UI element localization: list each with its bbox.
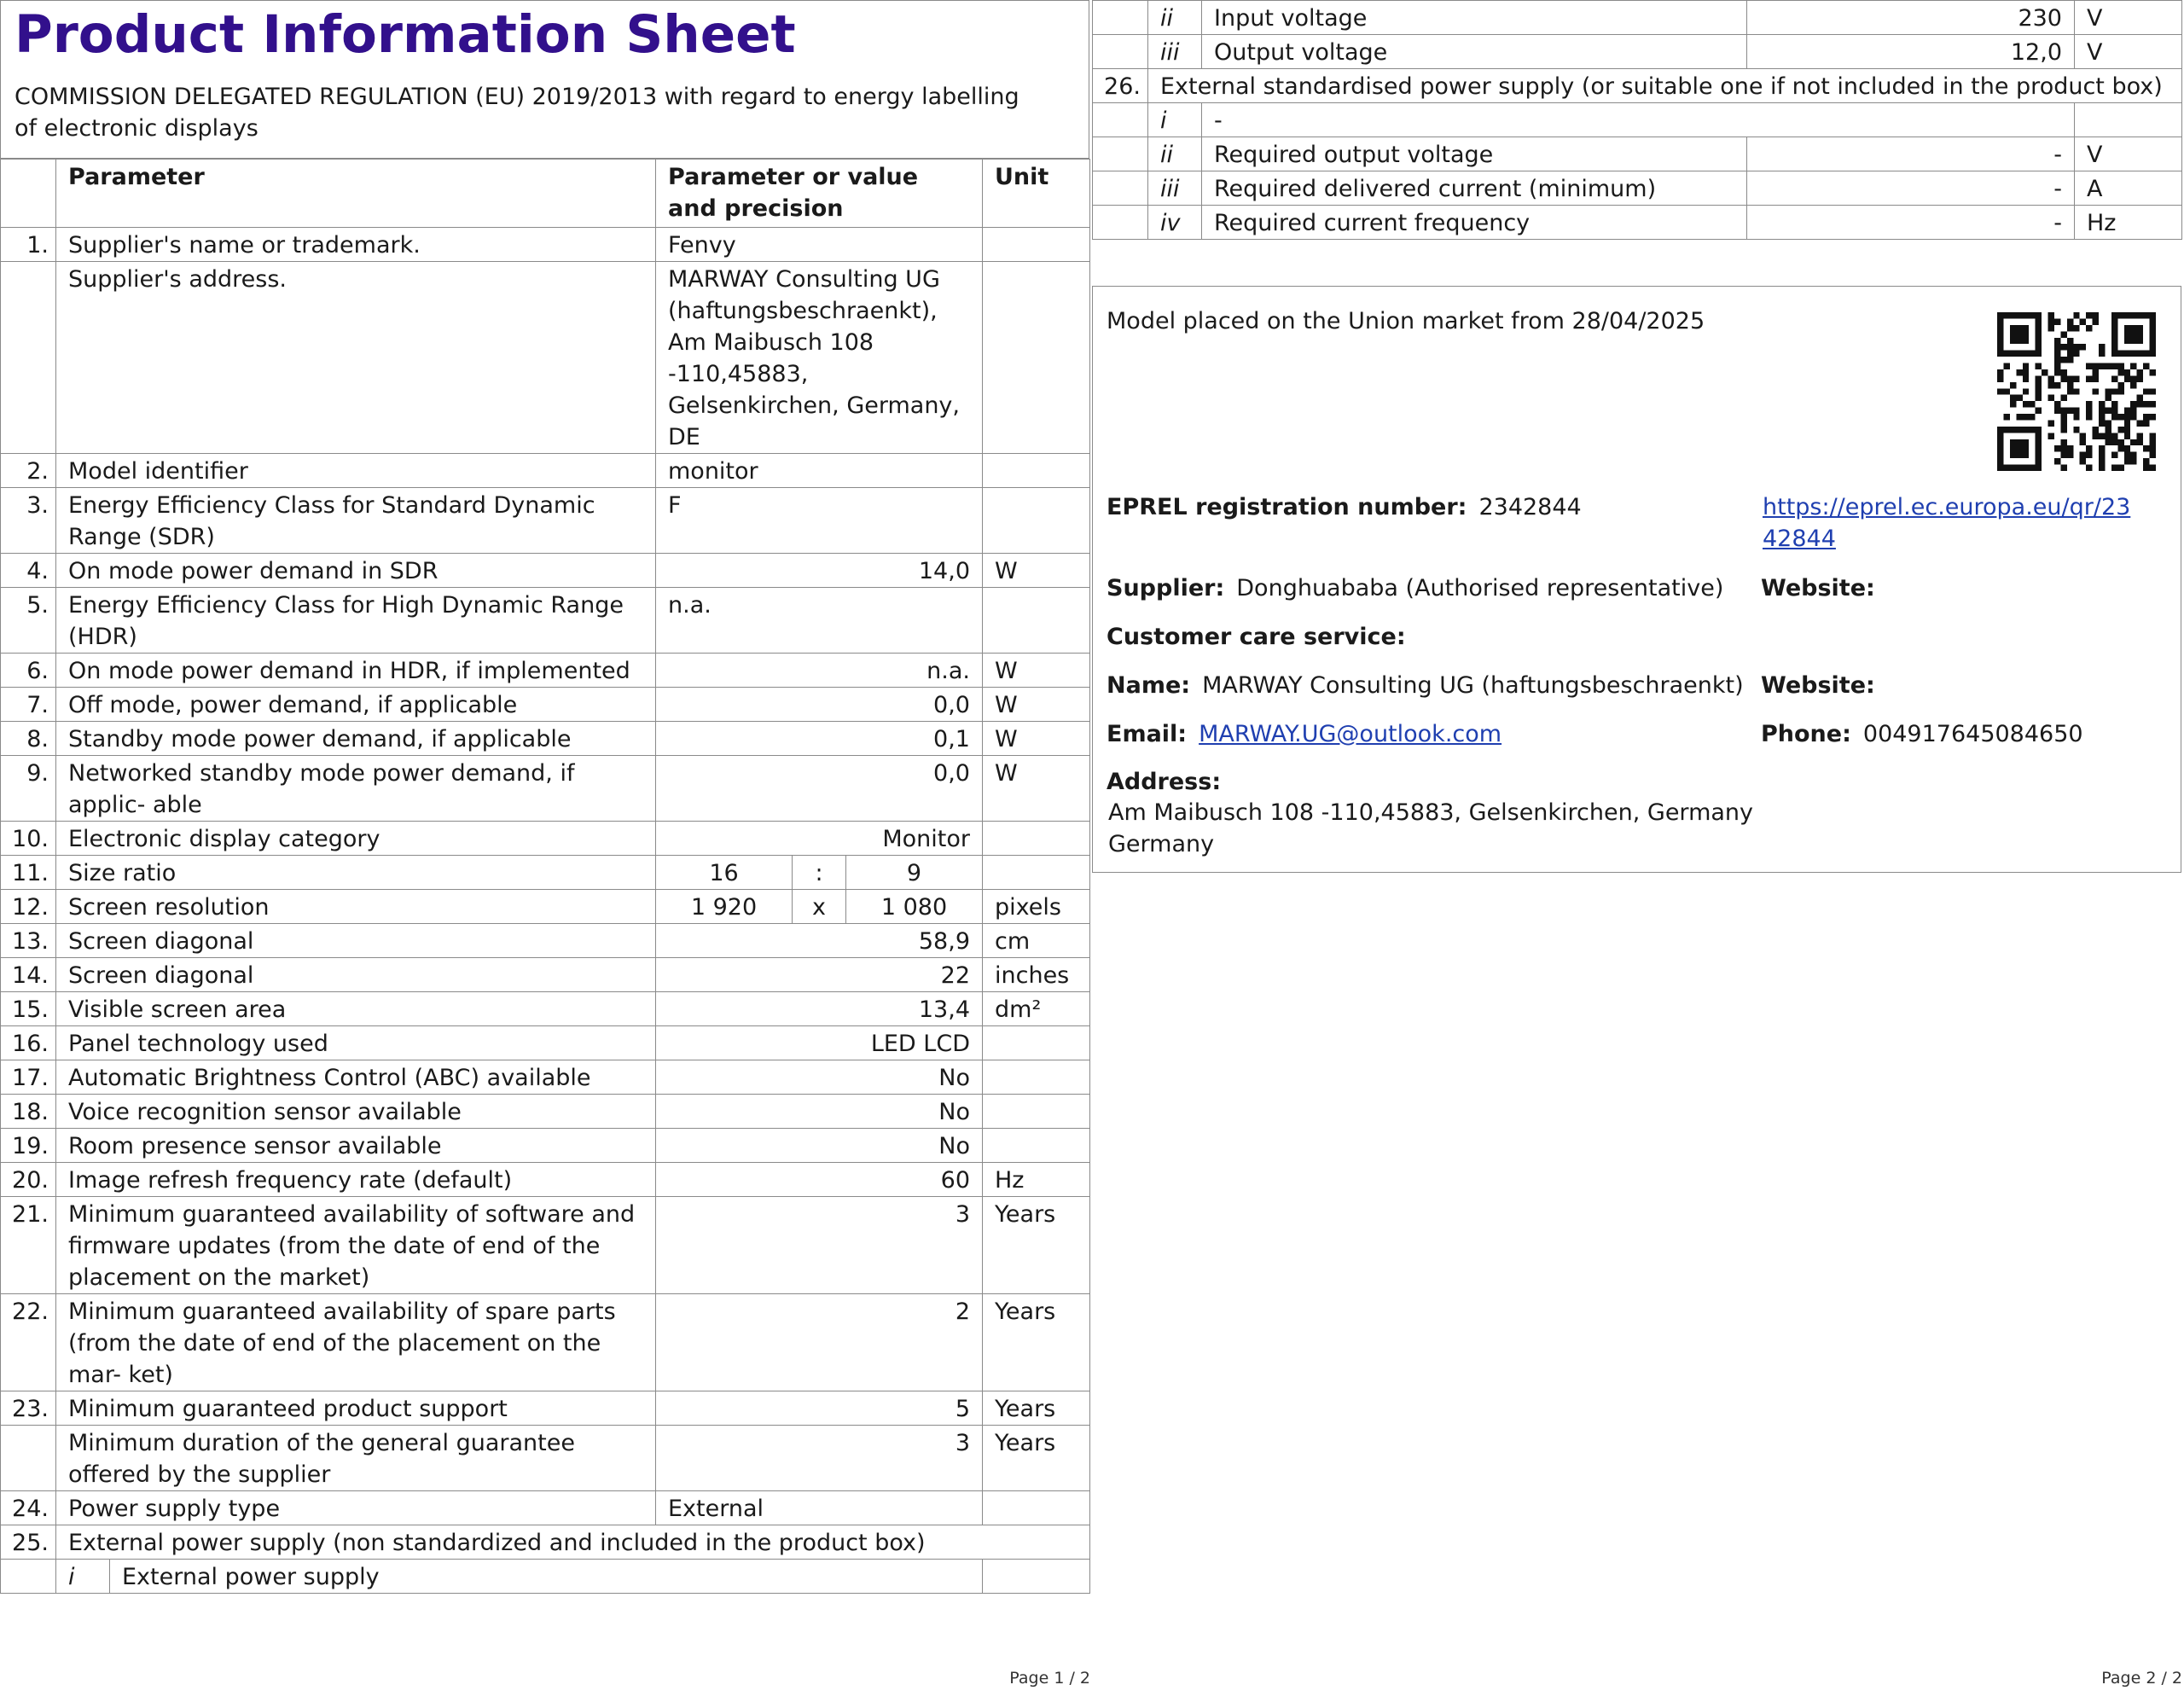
row-number: 16. <box>1 1026 56 1060</box>
row-number: 12. <box>1 890 56 924</box>
header-number-cell <box>1 160 56 228</box>
sub-index: iii <box>1148 35 1202 69</box>
row-parameter: Standby mode power demand, if applicable <box>56 722 656 756</box>
row-parameter: Minimum guaranteed product support <box>56 1391 656 1426</box>
address-heading: Address: <box>1107 769 1222 795</box>
row-number: 13. <box>1 924 56 958</box>
value-left: 1 920 <box>656 890 793 924</box>
table-row <box>1 262 1090 454</box>
row-parameter: Electronic display category <box>56 822 656 856</box>
table-row <box>1 756 1090 822</box>
website2-label: Website: <box>1761 672 1875 699</box>
website-line <box>1761 572 1887 604</box>
sub-index: iv <box>1148 206 1202 240</box>
row-value: - <box>1747 137 2075 171</box>
website2-line <box>1761 670 1887 701</box>
address-line-2: Germany <box>1108 831 1215 857</box>
table-row <box>1 688 1090 722</box>
row-parameter: Off mode, power demand, if applicable <box>56 688 656 722</box>
row-parameter: Power supply type <box>56 1491 656 1525</box>
row-number <box>1093 171 1148 206</box>
supplier-value: Donghuababa (Authorised representative) <box>1236 575 1724 601</box>
row-number: 25. <box>1 1525 56 1560</box>
qr-code-icon[interactable] <box>1997 312 2156 471</box>
eprel-registration <box>1107 491 1582 523</box>
table-header-row <box>1 160 1090 228</box>
table-row <box>1 488 1090 554</box>
address-line-1: Am Maibusch 108 -110,45883, Gelsenkirchen, Germany <box>1108 799 1753 826</box>
value-separator: x <box>793 890 846 924</box>
table-row <box>1 958 1090 992</box>
phone-label: Phone: <box>1761 721 1851 747</box>
row-parameter: Required output voltage <box>1202 137 1747 171</box>
parameter-table <box>0 159 1090 1594</box>
row-value: 22 <box>656 958 983 992</box>
sub-index: iii <box>1148 171 1202 206</box>
row-parameter: Panel technology used <box>56 1026 656 1060</box>
name-line <box>1107 670 1744 701</box>
row-number: 1. <box>1 228 56 262</box>
table-row <box>1 992 1090 1026</box>
row-number: 6. <box>1 654 56 688</box>
row-number: 3. <box>1 488 56 554</box>
row-value: External <box>656 1491 983 1525</box>
row-parameter: Voice recognition sensor available <box>56 1095 656 1129</box>
eprel-label: EPREL registration number: <box>1107 494 1467 520</box>
row-number: 14. <box>1 958 56 992</box>
row-value: No <box>656 1060 983 1095</box>
product-info-box <box>1092 286 2181 873</box>
row-number: 5. <box>1 588 56 654</box>
row-unit: W <box>983 756 1090 822</box>
row-unit <box>983 488 1090 554</box>
row-unit: Hz <box>2075 206 2182 240</box>
row-unit <box>983 1026 1090 1060</box>
row-number <box>1093 206 1148 240</box>
power-supply-table <box>1092 0 2182 240</box>
row-unit <box>983 1560 1090 1594</box>
row-value: F <box>656 488 983 554</box>
sheet-header <box>0 0 1089 159</box>
row-unit <box>983 1060 1090 1095</box>
row-unit <box>983 1491 1090 1525</box>
email-line <box>1107 718 1502 750</box>
table-row <box>1093 35 2182 69</box>
email-link[interactable]: MARWAY.UG@outlook.com <box>1199 721 1502 747</box>
row-number: 9. <box>1 756 56 822</box>
table-row <box>1 654 1090 688</box>
sub-index: ii <box>1148 1 1202 35</box>
table-row <box>1 454 1090 488</box>
table-row <box>1 1197 1090 1294</box>
row-number <box>1 1560 56 1594</box>
row-parameter: Networked standby mode power demand, if applic- able <box>56 756 656 822</box>
row-number: 19. <box>1 1129 56 1163</box>
table-row <box>1 924 1090 958</box>
table-row <box>1 890 1090 924</box>
row-value: 2 <box>656 1294 983 1391</box>
row-value: LED LCD <box>656 1026 983 1060</box>
row-unit: Years <box>983 1197 1090 1294</box>
table-row <box>1093 69 2182 103</box>
row-unit <box>983 1129 1090 1163</box>
market-date: Model placed on the Union market from 28/04/2025 <box>1107 308 1705 334</box>
header-value: Parameter or value and precision <box>656 160 983 228</box>
row-unit: Years <box>983 1294 1090 1391</box>
row-number: 24. <box>1 1491 56 1525</box>
row-parameter: Size ratio <box>56 856 656 890</box>
table-row <box>1 228 1090 262</box>
row-parameter: Energy Efficiency Class for High Dynamic Range (HDR) <box>56 588 656 654</box>
row-parameter: On mode power demand in SDR <box>56 554 656 588</box>
row-number: 22. <box>1 1294 56 1391</box>
value-left: 16 <box>656 856 793 890</box>
page-2 <box>1092 0 2184 1708</box>
row-number: 26. <box>1093 69 1148 103</box>
row-unit: Hz <box>983 1163 1090 1197</box>
table-row <box>1093 137 2182 171</box>
row-unit: inches <box>983 958 1090 992</box>
row-value: MARWAY Consulting UG (haftungsbeschraenkt), Am Maibusch 108 -110,45883, Gelsenkirchen, Germany, DE <box>656 262 983 454</box>
row-number: 17. <box>1 1060 56 1095</box>
table-row <box>1 1095 1090 1129</box>
row-value: No <box>656 1095 983 1129</box>
table-row <box>1 1163 1090 1197</box>
row-number: 2. <box>1 454 56 488</box>
row-value: 0,0 <box>656 756 983 822</box>
table-row <box>1093 1 2182 35</box>
row-number: 11. <box>1 856 56 890</box>
row-number: 18. <box>1 1095 56 1129</box>
phone-value: 004917645084650 <box>1862 721 2083 747</box>
row-unit <box>983 1095 1090 1129</box>
row-parameter: Output voltage <box>1202 35 1747 69</box>
row-parameter: External power supply <box>110 1560 983 1594</box>
table-row <box>1 1391 1090 1426</box>
row-number <box>1093 35 1148 69</box>
row-value: 230 <box>1747 1 2075 35</box>
row-value: 14,0 <box>656 554 983 588</box>
row-parameter: - <box>1202 103 2075 137</box>
eprel-number: 2342844 <box>1478 494 1582 520</box>
row-number: 8. <box>1 722 56 756</box>
row-parameter: Supplier's address. <box>56 262 656 454</box>
row-value: - <box>1747 206 2075 240</box>
row-value: 58,9 <box>656 924 983 958</box>
row-unit: dm² <box>983 992 1090 1026</box>
table-row <box>1 1129 1090 1163</box>
row-parameter: Visible screen area <box>56 992 656 1026</box>
row-value: 12,0 <box>1747 35 2075 69</box>
row-number <box>1093 103 1148 137</box>
table-row <box>1 1294 1090 1391</box>
row-number: 10. <box>1 822 56 856</box>
table-row <box>1093 171 2182 206</box>
row-parameter: Supplier's name or trademark. <box>56 228 656 262</box>
row-unit <box>983 856 1090 890</box>
row-number <box>1093 137 1148 171</box>
sub-index: i <box>56 1560 110 1594</box>
row-unit: V <box>2075 137 2182 171</box>
row-unit: W <box>983 722 1090 756</box>
row-parameter: Required current frequency <box>1202 206 1747 240</box>
row-unit: pixels <box>983 890 1090 924</box>
row-value: Monitor <box>656 822 983 856</box>
table-row <box>1093 206 2182 240</box>
header-parameter: Parameter <box>56 160 656 228</box>
table-row <box>1 1426 1090 1491</box>
website-label: Website: <box>1761 575 1875 601</box>
row-value: 3 <box>656 1197 983 1294</box>
row-unit: W <box>983 688 1090 722</box>
row-number: 23. <box>1 1391 56 1426</box>
row-number: 20. <box>1 1163 56 1197</box>
row-unit: A <box>2075 171 2182 206</box>
table-row <box>1 1491 1090 1525</box>
row-parameter: On mode power demand in HDR, if implemented <box>56 654 656 688</box>
row-unit <box>983 454 1090 488</box>
row-unit: cm <box>983 924 1090 958</box>
row-number <box>1093 1 1148 35</box>
row-unit: V <box>2075 35 2182 69</box>
row-parameter: Input voltage <box>1202 1 1747 35</box>
row-parameter: Minimum duration of the general guarantee offered by the supplier <box>56 1426 656 1491</box>
name-value: MARWAY Consulting UG (haftungsbeschraenkt) <box>1202 672 1744 699</box>
row-value: 3 <box>656 1426 983 1491</box>
row-parameter: Required delivered current (minimum) <box>1202 171 1747 206</box>
row-unit: Years <box>983 1391 1090 1426</box>
email-label: Email: <box>1107 721 1188 747</box>
sub-index: i <box>1148 103 1202 137</box>
row-number: 21. <box>1 1197 56 1294</box>
row-value: 0,0 <box>656 688 983 722</box>
sub-index: ii <box>1148 137 1202 171</box>
row-unit <box>983 228 1090 262</box>
page-title: Product Information Sheet <box>15 4 796 65</box>
row-unit: W <box>983 554 1090 588</box>
row-number <box>1 1426 56 1491</box>
eprel-link[interactable]: https://eprel.ec.europa.eu/qr/23 42844 <box>1763 494 2131 552</box>
row-number: 15. <box>1 992 56 1026</box>
row-parameter: Screen diagonal <box>56 958 656 992</box>
row-value: monitor <box>656 454 983 488</box>
table-row <box>1 1560 1090 1594</box>
value-separator: : <box>793 856 846 890</box>
name-label: Name: <box>1107 672 1191 699</box>
header-unit: Unit <box>983 160 1090 228</box>
value-right: 9 <box>846 856 983 890</box>
row-parameter: Screen resolution <box>56 890 656 924</box>
supplier-label: Supplier: <box>1107 575 1225 601</box>
row-parameter: External standardised power supply (or suitable one if not included in the product box) <box>1148 69 2182 103</box>
value-right: 1 080 <box>846 890 983 924</box>
row-unit <box>2075 103 2182 137</box>
table-row <box>1 822 1090 856</box>
regulation-subtitle: COMMISSION DELEGATED REGULATION (EU) 2019/2013 with regard to energy labelling of electronic displays <box>15 84 1019 142</box>
row-value: 0,1 <box>656 722 983 756</box>
row-number: 4. <box>1 554 56 588</box>
row-number: 7. <box>1 688 56 722</box>
table-row <box>1 1525 1090 1560</box>
table-row <box>1093 103 2182 137</box>
table-row <box>1 588 1090 654</box>
row-unit: W <box>983 654 1090 688</box>
page-number: Page 1 / 2 <box>1009 1669 1090 1688</box>
row-value: 5 <box>656 1391 983 1426</box>
row-parameter: Screen diagonal <box>56 924 656 958</box>
row-parameter: Model identifier <box>56 454 656 488</box>
row-value: 13,4 <box>656 992 983 1026</box>
row-value: No <box>656 1129 983 1163</box>
row-value: 60 <box>656 1163 983 1197</box>
customer-care-heading: Customer care service: <box>1107 624 1406 650</box>
row-parameter: Minimum guaranteed availability of spare parts (from the date of end of the placement on the mar- ket) <box>56 1294 656 1391</box>
row-unit <box>983 262 1090 454</box>
table-row <box>1 554 1090 588</box>
row-unit <box>983 822 1090 856</box>
row-number <box>1 262 56 454</box>
table-row <box>1 1026 1090 1060</box>
page-number: Page 2 / 2 <box>2101 1669 2182 1688</box>
phone-line <box>1761 718 2083 750</box>
row-parameter: Automatic Brightness Control (ABC) available <box>56 1060 656 1095</box>
row-value: n.a. <box>656 588 983 654</box>
row-unit <box>983 588 1090 654</box>
table-row <box>1 722 1090 756</box>
table-row <box>1 1060 1090 1095</box>
row-parameter: Energy Efficiency Class for Standard Dynamic Range (SDR) <box>56 488 656 554</box>
row-value: - <box>1747 171 2075 206</box>
row-unit: V <box>2075 1 2182 35</box>
row-parameter: Minimum guaranteed availability of software and firmware updates (from the date of end of the placement on the market) <box>56 1197 656 1294</box>
row-parameter: Image refresh frequency rate (default) <box>56 1163 656 1197</box>
supplier-line <box>1107 572 1723 604</box>
row-parameter: External power supply (non standardized and included in the product box) <box>56 1525 1090 1560</box>
row-parameter: Room presence sensor available <box>56 1129 656 1163</box>
row-value: Fenvy <box>656 228 983 262</box>
row-value: n.a. <box>656 654 983 688</box>
row-unit: Years <box>983 1426 1090 1491</box>
table-row <box>1 856 1090 890</box>
